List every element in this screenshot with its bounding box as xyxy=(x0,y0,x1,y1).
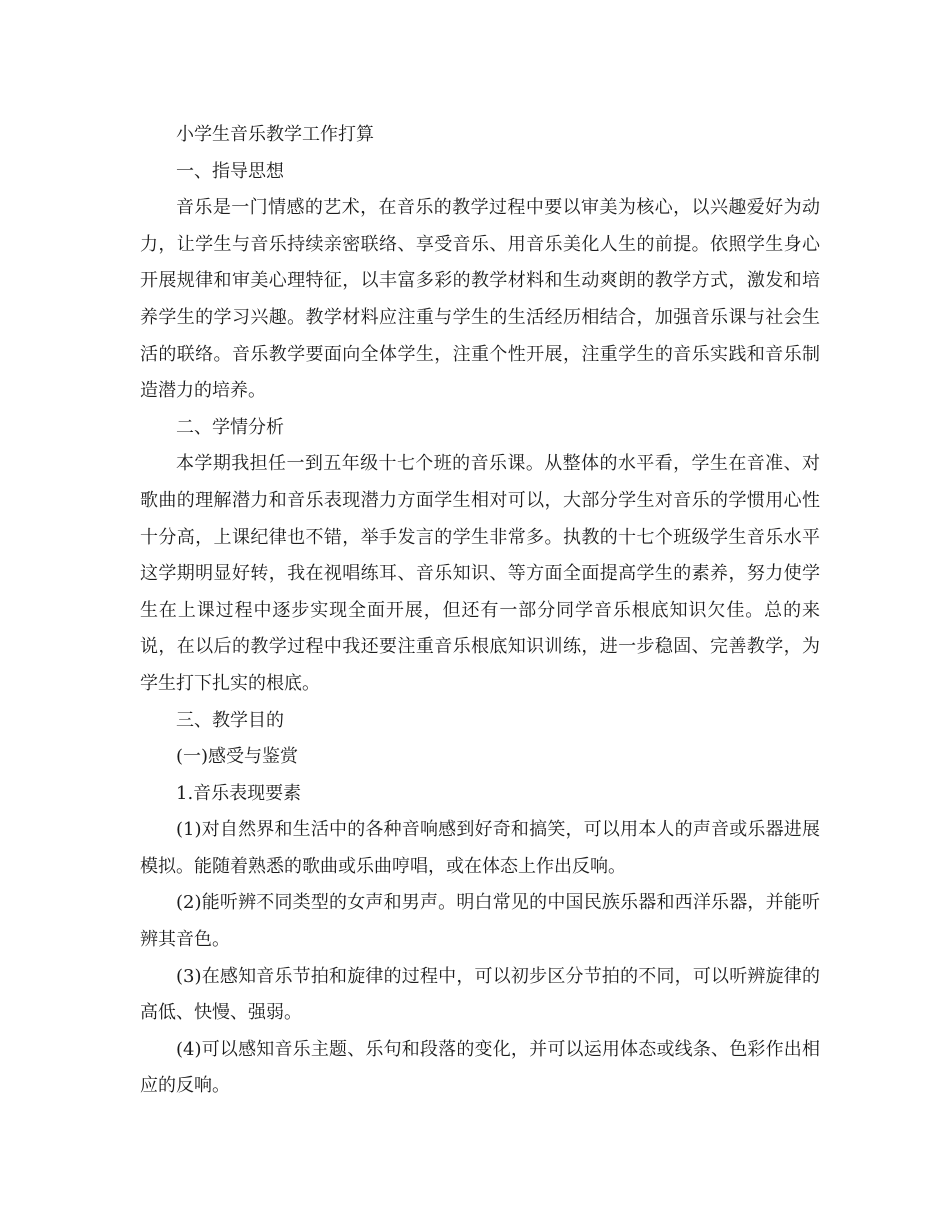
document-title: 小学生音乐教学工作打算 xyxy=(176,124,374,145)
subsection-heading-perception: (一)感受与鉴赏 xyxy=(176,746,299,768)
list-item-1: (1)对自然界和生活中的各种音响感到好奇和搞笑，可以用本人的声音或乐器进展模拟。能随着熟悉的歌曲或乐曲哼唱，或在体态上作出反响。 xyxy=(140,819,820,877)
paragraph-guiding-ideology: 音乐是一门情感的艺术，在音乐的教学过程中要以审美为核心，以兴趣爱好为动力，让学生与音乐持续亲密联络、享受音乐、用音乐美化人生的前提。依照学生身心开展规律和审美心理特征，以丰富多彩的教学材料和生动爽朗的教学方式，激发和培养学生的学习兴趣。教学材料应注重与学生的生活经历相结合，加强音乐课与社会生活的联络。音乐教学要面向全体学生，注重个性开展，注重学生的音乐实践和音乐制造潜力的培养。 xyxy=(140,197,820,402)
subsection-heading-music-elements: 1.音乐表现要素 xyxy=(176,782,302,804)
section-heading-teaching-goals: 三、教学目的 xyxy=(176,709,284,731)
section-heading-guiding-ideology: 一、指导思想 xyxy=(176,160,284,182)
section-heading-student-analysis: 二、学情分析 xyxy=(176,416,284,438)
list-item-4: (4)可以感知音乐主题、乐句和段落的变化，并可以运用体态或线条、色彩作出相应的反响。 xyxy=(140,1038,820,1097)
list-item-3: (3)在感知音乐节拍和旋律的过程中，可以初步区分节拍的不同，可以听辨旋律的高低、快慢、强弱。 xyxy=(140,965,820,1024)
list-item-2: (2)能听辨不同类型的女声和男声。明白常见的中国民族乐器和西洋乐器，并能听辨其音色。 xyxy=(140,892,820,951)
paragraph-student-analysis: 本学期我担任一到五年级十七个班的音乐课。从整体的水平看，学生在音准、对歌曲的理解潜力和音乐表现潜力方面学生相对可以，大部分学生对音乐的学惯用心性十分高，上课纪律也不错，举手发言的学生非常多。执教的十七个班级学生音乐水平这学期明显好转，我在视唱练耳、音乐知识、等方面全面提高学生的素养，努力使学生在上课过程中逐步实现全面开展，但还有一部分同学音乐根底知识欠佳。总的来说，在以后的教学过程中我还要注重音乐根底知识训练，进一步稳固、完善教学，为学生打下扎实的根底。 xyxy=(140,453,820,694)
document-body xyxy=(140,117,820,1105)
